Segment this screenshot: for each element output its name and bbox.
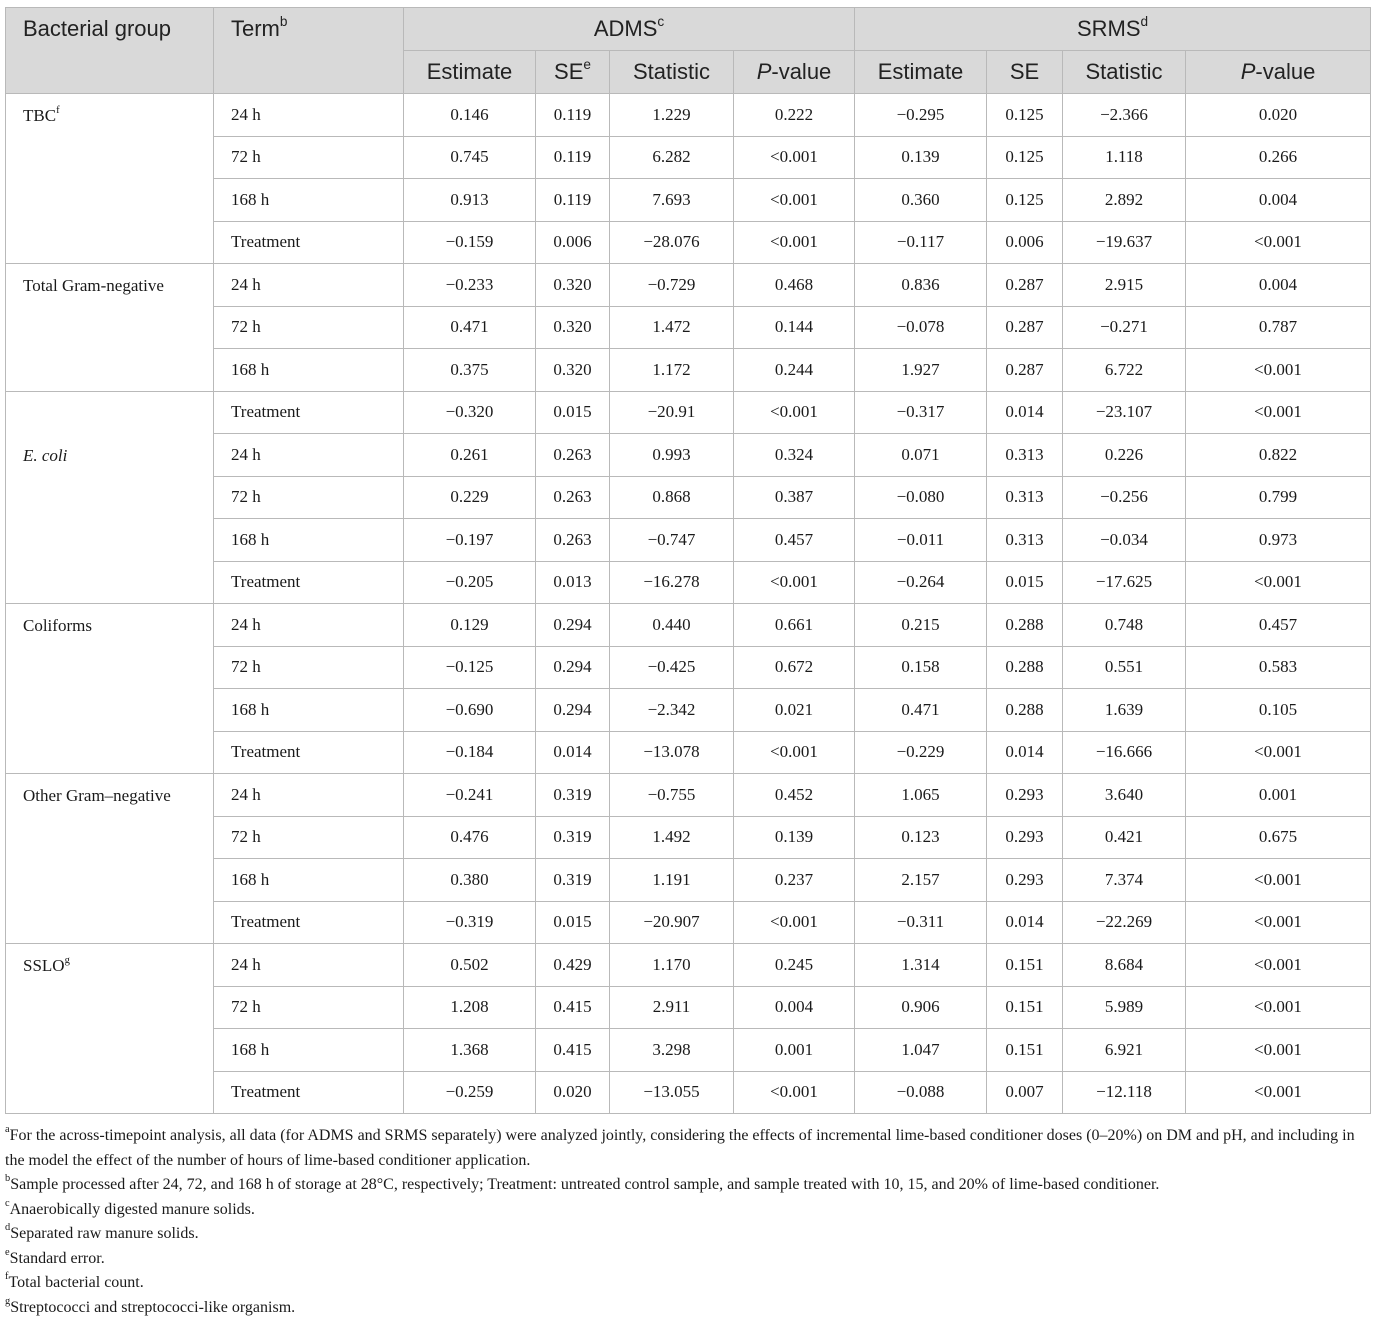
value-cell-s-se: 0.006: [987, 221, 1063, 264]
value-cell-a-est: 1.368: [404, 1029, 536, 1072]
value-cell-a-se: 0.015: [536, 901, 610, 944]
footnote-text: Standard error.: [9, 1249, 105, 1267]
value-cell-s-p: <0.001: [1186, 859, 1371, 902]
value-cell-s-se: 0.014: [987, 391, 1063, 434]
value-cell-a-p: 0.244: [734, 349, 855, 392]
value-cell-a-se: 0.119: [536, 136, 610, 179]
value-cell-s-est: −0.229: [855, 731, 987, 774]
footnote-mark: f: [5, 1271, 9, 1283]
value-cell-a-p: 0.468: [734, 264, 855, 307]
value-cell-s-p: 0.799: [1186, 476, 1371, 519]
group-label-cell: [6, 604, 214, 774]
value-cell-a-stat: −0.425: [610, 646, 734, 689]
value-cell-a-se: 0.014: [536, 731, 610, 774]
term-cell: Treatment: [214, 221, 404, 264]
value-cell-a-est: −0.690: [404, 689, 536, 732]
value-cell-s-se: 0.125: [987, 94, 1063, 137]
term-cell: 168 h: [214, 519, 404, 562]
value-cell-a-se: 0.263: [536, 519, 610, 562]
table-row: [6, 774, 1371, 817]
value-cell-a-p: 0.222: [734, 94, 855, 137]
value-cell-a-p: 0.672: [734, 646, 855, 689]
footnote-text: Anaerobically digested manure solids.: [9, 1200, 255, 1218]
term-cell: 72 h: [214, 306, 404, 349]
value-cell-a-se: 0.320: [536, 349, 610, 392]
value-cell-a-est: −0.241: [404, 774, 536, 817]
value-cell-a-stat: 0.440: [610, 604, 734, 647]
value-cell-s-se: 0.015: [987, 561, 1063, 604]
value-cell-s-p: <0.001: [1186, 731, 1371, 774]
value-cell-a-se: 0.294: [536, 689, 610, 732]
value-cell-s-p: <0.001: [1186, 391, 1371, 434]
value-cell-s-stat: 3.640: [1063, 774, 1186, 817]
value-cell-s-est: −0.117: [855, 221, 987, 264]
footnote: [5, 1124, 1370, 1173]
value-cell-s-se: 0.313: [987, 476, 1063, 519]
value-cell-a-est: 0.913: [404, 179, 536, 222]
value-cell-a-stat: 0.993: [610, 434, 734, 477]
value-cell-s-est: 0.123: [855, 816, 987, 859]
value-cell-s-est: −0.295: [855, 94, 987, 137]
value-cell-s-p: 0.787: [1186, 306, 1371, 349]
value-cell-a-stat: 3.298: [610, 1029, 734, 1072]
value-cell-a-stat: 1.172: [610, 349, 734, 392]
value-cell-a-p: <0.001: [734, 136, 855, 179]
value-cell-a-p: <0.001: [734, 731, 855, 774]
term-cell: 24 h: [214, 944, 404, 987]
value-cell-a-est: −0.159: [404, 221, 536, 264]
footnote: [5, 1173, 1370, 1198]
value-cell-a-se: 0.294: [536, 646, 610, 689]
value-cell-a-stat: −0.755: [610, 774, 734, 817]
value-cell-a-stat: −16.278: [610, 561, 734, 604]
value-cell-s-est: 0.471: [855, 689, 987, 732]
value-cell-s-p: <0.001: [1186, 901, 1371, 944]
value-cell-a-est: 0.229: [404, 476, 536, 519]
value-cell-s-est: 2.157: [855, 859, 987, 902]
value-cell-s-se: 0.313: [987, 434, 1063, 477]
header-srms-statistic: Statistic: [1063, 51, 1186, 94]
group-label: Coliforms: [23, 616, 92, 635]
value-cell-a-est: 0.745: [404, 136, 536, 179]
value-cell-a-se: 0.020: [536, 1071, 610, 1114]
value-cell-s-p: <0.001: [1186, 944, 1371, 987]
term-cell: 72 h: [214, 136, 404, 179]
value-cell-s-p: <0.001: [1186, 221, 1371, 264]
term-cell: Treatment: [214, 901, 404, 944]
value-cell-a-stat: 1.170: [610, 944, 734, 987]
value-cell-a-stat: 1.229: [610, 94, 734, 137]
value-cell-a-est: −0.259: [404, 1071, 536, 1114]
term-cell: 168 h: [214, 179, 404, 222]
value-cell-a-stat: 2.911: [610, 986, 734, 1029]
value-cell-a-se: 0.015: [536, 391, 610, 434]
value-cell-a-p: 0.144: [734, 306, 855, 349]
value-cell-a-est: 1.208: [404, 986, 536, 1029]
term-cell: 24 h: [214, 264, 404, 307]
value-cell-s-stat: 6.722: [1063, 349, 1186, 392]
footnote: [5, 1222, 1370, 1247]
value-cell-s-stat: −12.118: [1063, 1071, 1186, 1114]
footnote-text: Sample processed after 24, 72, and 168 h of storage at 28°C, respectively; Treatment: untreated control sample, and sample treated with 10, 15, and 20% of lime-based conditioner.: [10, 1176, 1160, 1193]
footnote-text: Total bacterial count.: [8, 1274, 144, 1291]
table-row: [6, 264, 1371, 307]
value-cell-a-p: <0.001: [734, 179, 855, 222]
footnote-mark: d: [5, 1222, 11, 1234]
value-cell-s-est: 1.927: [855, 349, 987, 392]
value-cell-s-stat: −16.666: [1063, 731, 1186, 774]
value-cell-s-se: 0.288: [987, 689, 1063, 732]
value-cell-s-stat: 2.892: [1063, 179, 1186, 222]
term-cell: 24 h: [214, 94, 404, 137]
value-cell-s-p: 0.675: [1186, 816, 1371, 859]
value-cell-s-p: <0.001: [1186, 561, 1371, 604]
value-cell-a-p: <0.001: [734, 391, 855, 434]
results-table-container: [5, 7, 1370, 1114]
value-cell-a-se: 0.319: [536, 774, 610, 817]
header-adms-statistic: Statistic: [610, 51, 734, 94]
value-cell-a-stat: −2.342: [610, 689, 734, 732]
value-cell-a-est: 0.375: [404, 349, 536, 392]
value-cell-a-stat: 1.191: [610, 859, 734, 902]
value-cell-a-stat: −20.907: [610, 901, 734, 944]
value-cell-s-p: <0.001: [1186, 986, 1371, 1029]
group-label: TBC: [23, 106, 57, 125]
value-cell-s-est: 0.071: [855, 434, 987, 477]
value-cell-a-se: 0.320: [536, 264, 610, 307]
term-cell: 168 h: [214, 1029, 404, 1072]
value-cell-a-p: <0.001: [734, 901, 855, 944]
footnote-mark: b: [5, 1173, 11, 1185]
term-cell: Treatment: [214, 561, 404, 604]
value-cell-a-stat: −13.078: [610, 731, 734, 774]
value-cell-a-est: 0.129: [404, 604, 536, 647]
value-cell-s-se: 0.293: [987, 859, 1063, 902]
value-cell-a-se: 0.119: [536, 94, 610, 137]
value-cell-a-p: 0.452: [734, 774, 855, 817]
value-cell-a-p: 0.139: [734, 816, 855, 859]
value-cell-s-se: 0.287: [987, 349, 1063, 392]
group-label-footnote-mark: g: [64, 954, 70, 966]
value-cell-s-p: 0.822: [1186, 434, 1371, 477]
header-srms-estimate: Estimate: [855, 51, 987, 94]
value-cell-s-p: 0.004: [1186, 179, 1371, 222]
term-cell: 168 h: [214, 859, 404, 902]
value-cell-s-stat: −22.269: [1063, 901, 1186, 944]
value-cell-a-est: 0.261: [404, 434, 536, 477]
header-adms-p-value: P-value: [734, 51, 855, 94]
value-cell-s-se: 0.007: [987, 1071, 1063, 1114]
value-cell-s-stat: 5.989: [1063, 986, 1186, 1029]
value-cell-s-se: 0.293: [987, 816, 1063, 859]
value-cell-s-stat: 0.421: [1063, 816, 1186, 859]
footnote-text: Separated raw manure solids.: [10, 1225, 199, 1242]
value-cell-a-est: −0.205: [404, 561, 536, 604]
value-cell-s-est: −0.088: [855, 1071, 987, 1114]
value-cell-s-se: 0.151: [987, 944, 1063, 987]
value-cell-a-se: 0.263: [536, 434, 610, 477]
value-cell-a-p: 0.661: [734, 604, 855, 647]
value-cell-s-est: 1.314: [855, 944, 987, 987]
value-cell-s-stat: 1.118: [1063, 136, 1186, 179]
footnote-mark: c: [5, 1197, 10, 1209]
value-cell-a-est: 0.380: [404, 859, 536, 902]
group-label-cell: [6, 944, 214, 1114]
value-cell-a-se: 0.013: [536, 561, 610, 604]
group-label-footnote-mark: f: [56, 104, 60, 116]
group-label: SSLO: [23, 956, 65, 975]
value-cell-s-p: 0.583: [1186, 646, 1371, 689]
term-cell: 24 h: [214, 604, 404, 647]
value-cell-a-est: −0.320: [404, 391, 536, 434]
value-cell-a-stat: −28.076: [610, 221, 734, 264]
value-cell-a-stat: 1.492: [610, 816, 734, 859]
value-cell-s-stat: −19.637: [1063, 221, 1186, 264]
value-cell-s-p: 0.020: [1186, 94, 1371, 137]
value-cell-a-est: −0.125: [404, 646, 536, 689]
value-cell-s-p: <0.001: [1186, 1029, 1371, 1072]
header-adms-estimate: Estimate: [404, 51, 536, 94]
header-srms: SRMS$^d$: [855, 8, 1371, 51]
value-cell-a-est: −0.184: [404, 731, 536, 774]
footnote-mark: g: [5, 1295, 11, 1307]
value-cell-a-stat: 7.693: [610, 179, 734, 222]
value-cell-s-est: 1.047: [855, 1029, 987, 1072]
value-cell-a-stat: 1.472: [610, 306, 734, 349]
group-label-cell: [6, 391, 214, 604]
value-cell-s-se: 0.313: [987, 519, 1063, 562]
value-cell-s-p: 0.973: [1186, 519, 1371, 562]
term-cell: 24 h: [214, 434, 404, 477]
value-cell-s-se: 0.287: [987, 264, 1063, 307]
value-cell-s-stat: −0.034: [1063, 519, 1186, 562]
footnote: [5, 1271, 1370, 1296]
header-term: Term$^b$: [214, 8, 404, 94]
value-cell-a-p: 0.245: [734, 944, 855, 987]
group-label: Other Gram–negative: [23, 786, 171, 805]
table-row: [6, 604, 1371, 647]
table-row: [6, 944, 1371, 987]
term-cell: Treatment: [214, 391, 404, 434]
value-cell-s-stat: 2.915: [1063, 264, 1186, 307]
value-cell-s-p: 0.457: [1186, 604, 1371, 647]
header-adms: ADMS$^c$: [404, 8, 855, 51]
value-cell-s-stat: 8.684: [1063, 944, 1186, 987]
footnote-mark: e: [5, 1246, 10, 1258]
value-cell-s-est: −0.011: [855, 519, 987, 562]
value-cell-a-p: 0.457: [734, 519, 855, 562]
value-cell-a-stat: 0.868: [610, 476, 734, 519]
value-cell-s-est: −0.317: [855, 391, 987, 434]
value-cell-a-est: −0.233: [404, 264, 536, 307]
value-cell-s-se: 0.293: [987, 774, 1063, 817]
footnote: [5, 1296, 1370, 1321]
value-cell-a-se: 0.294: [536, 604, 610, 647]
value-cell-s-se: 0.288: [987, 646, 1063, 689]
value-cell-s-p: <0.001: [1186, 1071, 1371, 1114]
value-cell-s-est: 0.360: [855, 179, 987, 222]
table-row: [6, 391, 1371, 434]
value-cell-a-est: 0.471: [404, 306, 536, 349]
value-cell-a-p: <0.001: [734, 561, 855, 604]
value-cell-s-est: 0.215: [855, 604, 987, 647]
group-label-cell: [6, 774, 214, 944]
header-bacterial-group: Bacterial group: [6, 8, 214, 94]
value-cell-a-p: 0.237: [734, 859, 855, 902]
value-cell-s-p: 0.266: [1186, 136, 1371, 179]
value-cell-a-se: 0.429: [536, 944, 610, 987]
value-cell-a-est: 0.476: [404, 816, 536, 859]
term-cell: 72 h: [214, 646, 404, 689]
value-cell-s-se: 0.014: [987, 901, 1063, 944]
results-table: [5, 7, 1371, 1114]
value-cell-s-p: <0.001: [1186, 349, 1371, 392]
value-cell-a-est: 0.502: [404, 944, 536, 987]
term-cell: 168 h: [214, 689, 404, 732]
header-adms-se: $SE^e$: [536, 51, 610, 94]
value-cell-s-stat: −2.366: [1063, 94, 1186, 137]
value-cell-s-stat: 7.374: [1063, 859, 1186, 902]
value-cell-a-p: 0.021: [734, 689, 855, 732]
value-cell-a-est: −0.319: [404, 901, 536, 944]
footnote-mark: a: [5, 1124, 10, 1136]
table-row: [6, 94, 1371, 137]
group-label-cell: [6, 94, 214, 264]
term-cell: 72 h: [214, 986, 404, 1029]
header-srms-se: SE: [987, 51, 1063, 94]
value-cell-a-p: <0.001: [734, 221, 855, 264]
value-cell-s-se: 0.125: [987, 136, 1063, 179]
value-cell-s-stat: 0.748: [1063, 604, 1186, 647]
value-cell-s-est: 0.836: [855, 264, 987, 307]
value-cell-s-se: 0.288: [987, 604, 1063, 647]
value-cell-s-est: 0.906: [855, 986, 987, 1029]
footnote-text: For the across-timepoint analysis, all data (for ADMS and SRMS separately) were analyzed jointly, considering the effects of incremental lime-based conditioner doses (0–20%) on DM and pH, and including in the model the effect of the number of hours of lime-based conditioner application.: [5, 1127, 1355, 1169]
value-cell-s-est: 0.158: [855, 646, 987, 689]
value-cell-s-se: 0.125: [987, 179, 1063, 222]
value-cell-a-p: 0.324: [734, 434, 855, 477]
value-cell-a-stat: −0.747: [610, 519, 734, 562]
value-cell-s-stat: 1.639: [1063, 689, 1186, 732]
value-cell-a-se: 0.320: [536, 306, 610, 349]
value-cell-a-se: 0.415: [536, 986, 610, 1029]
value-cell-a-se: 0.319: [536, 859, 610, 902]
term-cell: 72 h: [214, 476, 404, 519]
term-cell: 24 h: [214, 774, 404, 817]
value-cell-a-stat: 6.282: [610, 136, 734, 179]
value-cell-s-stat: 0.551: [1063, 646, 1186, 689]
value-cell-s-se: 0.151: [987, 1029, 1063, 1072]
term-cell: 72 h: [214, 816, 404, 859]
value-cell-s-est: −0.264: [855, 561, 987, 604]
value-cell-s-stat: 6.921: [1063, 1029, 1186, 1072]
value-cell-s-est: −0.311: [855, 901, 987, 944]
value-cell-s-est: −0.080: [855, 476, 987, 519]
value-cell-a-p: 0.387: [734, 476, 855, 519]
value-cell-a-se: 0.415: [536, 1029, 610, 1072]
value-cell-s-stat: −0.256: [1063, 476, 1186, 519]
value-cell-a-est: −0.197: [404, 519, 536, 562]
value-cell-s-se: 0.287: [987, 306, 1063, 349]
value-cell-a-stat: −0.729: [610, 264, 734, 307]
value-cell-s-se: 0.014: [987, 731, 1063, 774]
value-cell-s-stat: 0.226: [1063, 434, 1186, 477]
value-cell-s-est: 0.139: [855, 136, 987, 179]
value-cell-s-se: 0.151: [987, 986, 1063, 1029]
table-body: [6, 94, 1371, 1114]
value-cell-a-se: 0.263: [536, 476, 610, 519]
term-cell: Treatment: [214, 1071, 404, 1114]
value-cell-a-p: 0.004: [734, 986, 855, 1029]
value-cell-a-stat: −20.91: [610, 391, 734, 434]
term-cell: 168 h: [214, 349, 404, 392]
footnotes: [5, 1124, 1370, 1320]
value-cell-a-stat: −13.055: [610, 1071, 734, 1114]
value-cell-s-p: 0.004: [1186, 264, 1371, 307]
value-cell-a-est: 0.146: [404, 94, 536, 137]
group-label-cell: [6, 264, 214, 392]
value-cell-s-stat: −0.271: [1063, 306, 1186, 349]
group-label: Total Gram-negative: [23, 276, 164, 295]
term-cell: Treatment: [214, 731, 404, 774]
footnote-text: Streptococci and streptococci-like organism.: [10, 1298, 296, 1316]
value-cell-a-se: 0.319: [536, 816, 610, 859]
footnote: [5, 1198, 1370, 1223]
group-label: E. coli: [23, 446, 68, 465]
value-cell-a-se: 0.006: [536, 221, 610, 264]
header-srms-p-value: P-value: [1186, 51, 1371, 94]
value-cell-a-p: 0.001: [734, 1029, 855, 1072]
value-cell-s-est: 1.065: [855, 774, 987, 817]
value-cell-a-se: 0.119: [536, 179, 610, 222]
value-cell-s-est: −0.078: [855, 306, 987, 349]
value-cell-s-p: 0.001: [1186, 774, 1371, 817]
value-cell-a-p: <0.001: [734, 1071, 855, 1114]
value-cell-s-p: 0.105: [1186, 689, 1371, 732]
value-cell-s-stat: −23.107: [1063, 391, 1186, 434]
value-cell-s-stat: −17.625: [1063, 561, 1186, 604]
footnote: [5, 1247, 1370, 1272]
